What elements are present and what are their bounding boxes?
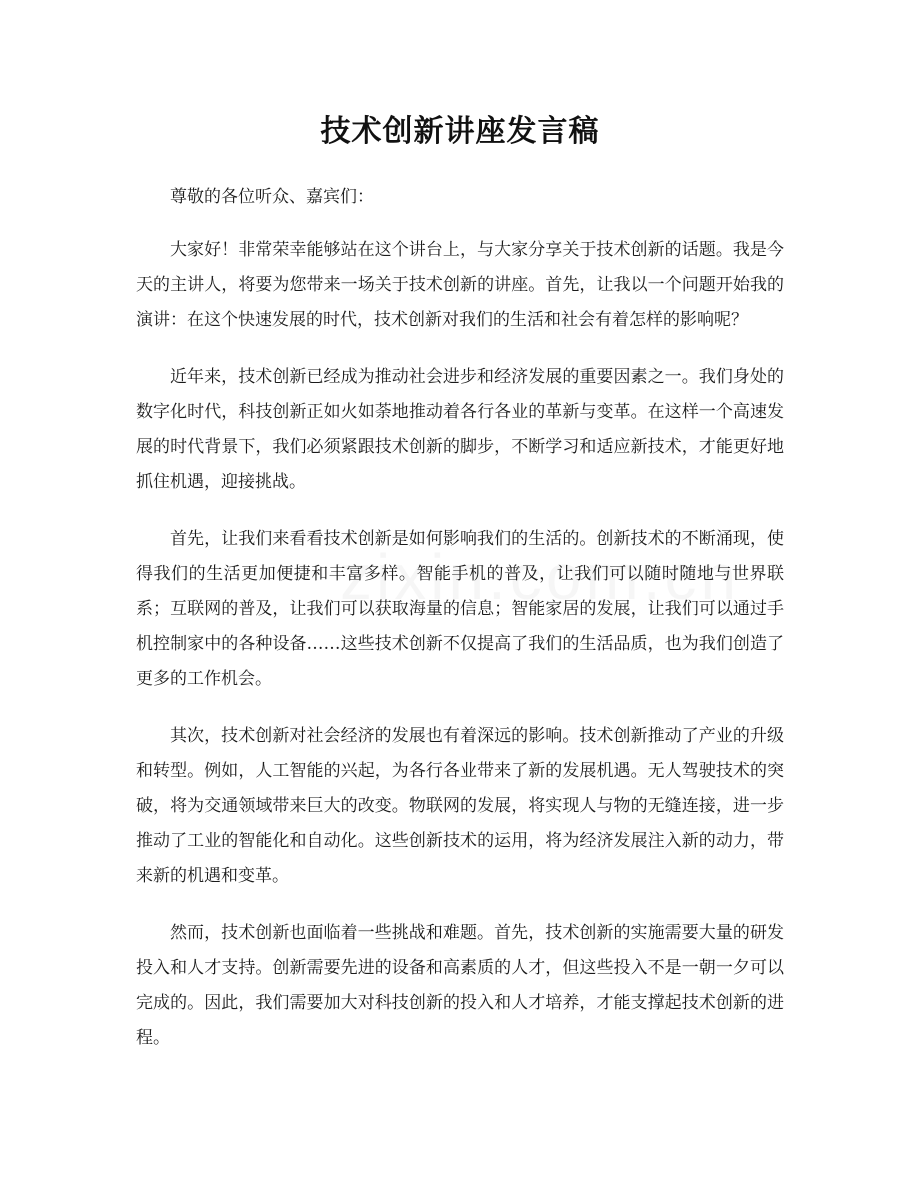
document-body xyxy=(136,180,784,1078)
paragraph-2: 近年来，技术创新已经成为推动社会进步和经济发展的重要因素之一。我们身处的数字化时代，科技创新正如火如荼地推动着各行各业的革新与变革。在这样一个高速发展的时代背景下，我们必须紧跟技术创新的脚步，不断学习和适应新技术，才能更好地抓住机遇，迎接挑战。 xyxy=(136,367,784,492)
paragraph-1: 大家好！非常荣幸能够站在这个讲台上，与大家分享关于技术创新的话题。我是今天的主讲人，将要为您带来一场关于技术创新的讲座。首先，让我以一个问题开始我的演讲：在这个快速发展的时代，技术创新对我们的生活和社会有着怎样的影响呢？ xyxy=(136,240,784,330)
paragraph-5: 然而，技术创新也面临着一些挑战和难题。首先，技术创新的实施需要大量的研发投入和人才支持。创新需要先进的设备和高素质的人才，但这些投入不是一朝一夕可以完成的。因此，我们需要加大对科技创新的投入和人才培养，才能支撑起技术创新的进程。 xyxy=(136,923,784,1048)
paragraph-4: 其次，技术创新对社会经济的发展也有着深远的影响。技术创新推动了产业的升级和转型。例如，人工智能的兴起，为各行各业带来了新的发展机遇。无人驾驶技术的突破，将为交通领域带来巨大的改变。物联网的发展，将实现人与物的无缝连接，进一步推动了工业的智能化和自动化。这些创新技术的运用，将为经济发展注入新的动力，带来新的机遇和变革。 xyxy=(136,726,784,886)
paragraph-3: 首先，让我们来看看技术创新是如何影响我们的生活的。创新技术的不断涌现，使得我们的生活更加便捷和丰富多样。智能手机的普及，让我们可以随时随地与世界联系；互联网的普及，让我们可以获取海量的信息；智能家居的发展，让我们可以通过手机控制家中的各种设备……这些技术创新不仅提高了我们的生活品质，也为我们创造了更多的工作机会。 xyxy=(136,529,784,689)
salutation: 尊敬的各位听众、嘉宾们： xyxy=(170,187,374,207)
page-title: 技术创新讲座发言稿 xyxy=(320,114,600,149)
